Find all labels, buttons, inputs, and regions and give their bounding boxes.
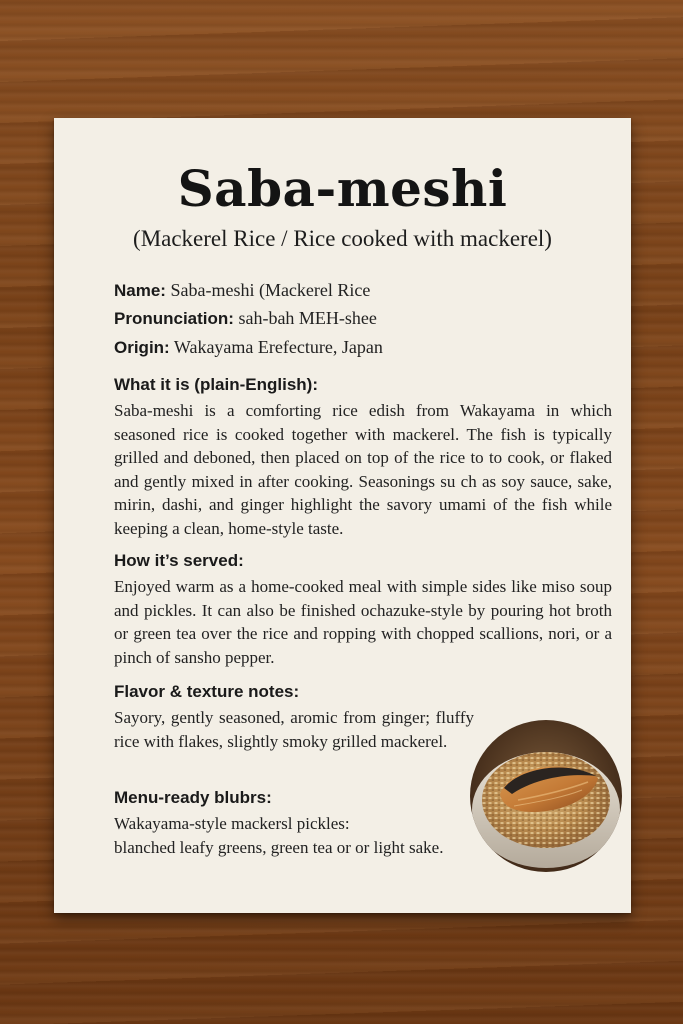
pronunciation-value: sah-bah MEH-shee <box>238 308 377 328</box>
pronunciation-label: Pronunciation: <box>114 309 234 328</box>
recipe-card <box>54 118 631 913</box>
origin-field <box>114 337 383 358</box>
flavor-text: Sayory, gently seasoned, aromic from ginger; fluffy rice with flakes, slightly smoky grilled mackerel. <box>114 708 474 751</box>
dish-title: Saba-meshi <box>177 159 508 218</box>
origin-value: Wakayama Erefecture, Japan <box>173 337 383 357</box>
flavor-heading: Flavor & texture notes: <box>114 682 300 701</box>
name-value: Saba-meshi (Mackerel Rice <box>170 280 371 300</box>
menu-line-2: blanched leafy greens, green tea or or light sake. <box>114 837 444 857</box>
what-it-is-text: Saba-meshi is a comforting rice edish from Wakayama in which seasoned rice is cooked together with mackerel. The fish is typically grilled and deboned, then placed on top of the rice to to cook, or flaked and gently mixed in after cooking. Seasonings su ch as soy sauce, sake, mirin, dashi, and ginger highlight the savory umami of the fish while keeping a clean, home-style taste. <box>114 401 612 538</box>
origin-label: Origin: <box>114 338 170 357</box>
how-served-heading: How it’s served: <box>114 551 244 570</box>
dish-subtitle: (Mackerel Rice / Rice cooked with mackerel) <box>133 226 552 251</box>
name-field <box>114 280 370 301</box>
mackerel-rice-bowl-photo <box>470 716 622 876</box>
pronunciation-field <box>114 308 377 329</box>
how-served-text: Enjoyed warm as a home-cooked meal with simple sides like miso soup and pickles. It can also be finished ochazuke-style by pouring hot broth or green tea over the rice and ropping with chopped scallions, nori, or a pinch of sansho pepper. <box>114 577 612 667</box>
menu-line-1: Wakayama-style mackersl pickles: <box>114 814 350 833</box>
what-it-is-heading: What it is (plain-English): <box>114 375 318 394</box>
name-label: Name: <box>114 281 166 300</box>
menu-heading: Menu-ready blubrs: <box>114 788 272 807</box>
